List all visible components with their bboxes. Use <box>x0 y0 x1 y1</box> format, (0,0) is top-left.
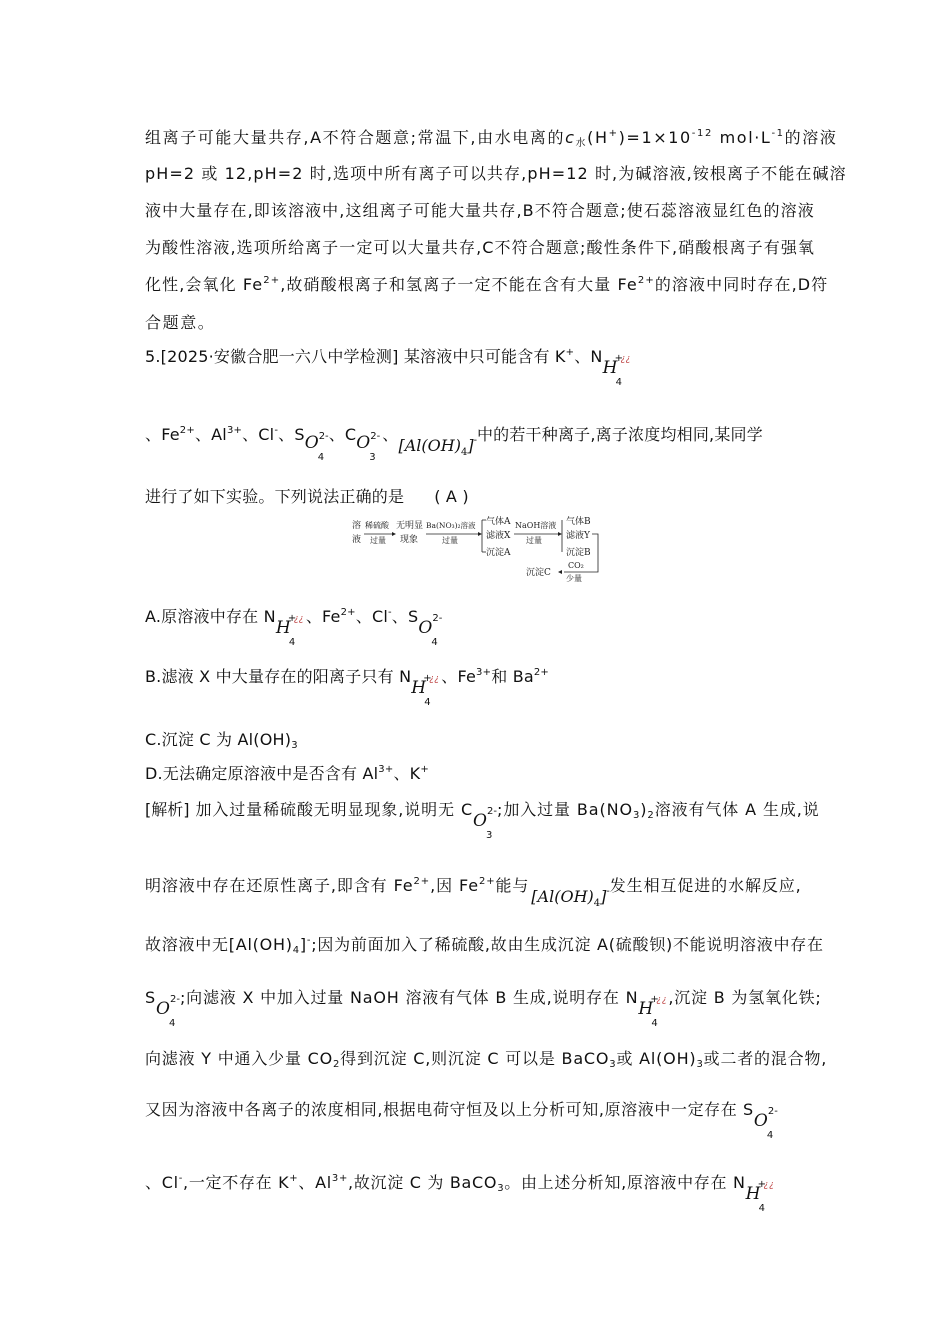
text: - <box>306 935 312 946</box>
text: - <box>274 425 279 436</box>
text: 、Fe <box>145 425 180 444</box>
text: 3 <box>369 452 376 463</box>
ammonium-ion <box>275 606 304 648</box>
text: 4 <box>758 1203 766 1214</box>
text: 、K <box>393 764 421 783</box>
carbonate-ion <box>473 799 498 841</box>
text: ,故沉淀 C 为 BaCO <box>348 1173 498 1192</box>
text: A.原溶液中存在 N <box>145 607 276 626</box>
text: 2+ <box>413 876 431 887</box>
text: 2- <box>169 994 180 1005</box>
text: 3 <box>486 830 494 841</box>
text: + <box>420 764 429 775</box>
text: ;加入过量 Ba(NO <box>497 800 633 819</box>
text: 3 <box>633 810 641 821</box>
sulfate-ion <box>304 424 329 463</box>
text: 、S <box>278 425 305 444</box>
text: H <box>638 999 654 1019</box>
text: 中的若干种离子,离子浓度均相同,某同学 <box>476 425 763 444</box>
ammonium-ion <box>638 987 668 1029</box>
text: 3+ <box>378 764 394 775</box>
text: 4 <box>431 637 438 648</box>
reagent-4: CO₂ <box>568 561 584 570</box>
text: 、Al <box>298 1173 332 1192</box>
text: ] <box>600 887 607 906</box>
node-precipitate-b: 沉淀B <box>566 548 591 558</box>
text: 或 Al(OH) <box>616 1049 697 1068</box>
text: 2 <box>333 1059 341 1070</box>
analysis-line-3 <box>145 934 824 956</box>
text: [Al(OH) <box>531 887 594 906</box>
text: 3+ <box>476 667 492 678</box>
text: 2- <box>767 1106 778 1117</box>
text: 或二者的混合物, <box>703 1049 828 1068</box>
text: O <box>753 1111 769 1131</box>
text: mol·L <box>712 128 772 147</box>
node-filtrate-x: 滤液X <box>486 531 511 541</box>
question-source: 5.[2025·安徽合肥一六八中学检测] <box>145 347 399 366</box>
text: 2+ <box>533 667 550 678</box>
text: S <box>145 988 156 1007</box>
text: 水 <box>575 138 588 149</box>
text: 2+ <box>263 275 281 286</box>
text: 3+ <box>331 1173 349 1184</box>
text: ) <box>640 800 648 819</box>
text: 、Cl <box>145 1173 179 1192</box>
node-precipitate-c: 沉淀C <box>526 568 551 578</box>
text: c <box>565 128 576 147</box>
text: + <box>650 994 659 1005</box>
text: + <box>423 673 432 684</box>
text: + <box>289 1173 299 1184</box>
text: H <box>411 678 427 698</box>
text: 进行了如下实验。下列说法正确的是 <box>145 487 405 506</box>
text: 4 <box>460 447 468 458</box>
text: 2+ <box>478 876 496 887</box>
text: 、Cl <box>355 607 388 626</box>
text: + <box>614 353 623 364</box>
text: - <box>387 607 392 618</box>
text: 2- <box>432 613 443 624</box>
text: 得到沉淀 C,则沉淀 C 可以是 BaCO <box>340 1049 610 1068</box>
text: 、Fe <box>441 667 477 686</box>
sulfate-ion <box>418 606 443 648</box>
sulfate-ion <box>753 1099 778 1141</box>
text: 又因为溶液中各离子的浓度相同,根据电荷守恒及以上分析可知,原溶液中一定存在 S <box>145 1100 754 1119</box>
text: C.沉淀 C 为 Al(OH) <box>145 730 292 749</box>
text: ] <box>467 436 474 455</box>
aluminate-ion <box>398 430 476 464</box>
text: 组离子可能大量共存,A不符合题意;常温下,由水电离的 <box>145 128 566 147</box>
analysis-line-6 <box>145 1099 778 1141</box>
text: 能与 <box>495 876 530 895</box>
text: (H <box>587 128 609 147</box>
text: 溶液有气体 A 生成,说 <box>654 800 820 819</box>
node-gas-a: 气体A <box>486 517 511 527</box>
analysis-line-2 <box>145 875 802 915</box>
text: ¿¿ <box>763 1180 775 1190</box>
analysis-line-4 <box>145 987 822 1029</box>
text: 2- <box>318 431 329 442</box>
text: 加入过量稀硫酸无明显现象,说明无 C <box>189 800 474 819</box>
reagent-2: Ba(NO₃)₂溶液 <box>426 521 476 530</box>
text: 、Fe <box>305 607 341 626</box>
node-precipitate-a: 沉淀A <box>486 548 511 558</box>
text: ,一定不存在 K <box>183 1173 290 1192</box>
prev-explanation-line-1 <box>145 127 837 149</box>
node-no-change-a: 无明显 <box>396 521 424 531</box>
text: 明溶液中存在还原性离子,即含有 Fe <box>145 876 414 895</box>
prev-explanation-line-6: 合题意。 <box>145 313 216 332</box>
text: 、S <box>391 607 419 626</box>
text: O <box>155 999 171 1019</box>
reagent-1: 稀硫酸 <box>365 521 389 530</box>
text: )=1×10 <box>618 128 692 147</box>
text: 4 <box>317 452 325 463</box>
condition-1: 过量 <box>370 536 386 545</box>
text: 2- <box>370 431 381 442</box>
node-solution-a: 溶 <box>352 521 362 531</box>
experiment-flowchart <box>350 514 600 584</box>
analysis-line-7 <box>145 1172 775 1214</box>
text: - <box>178 1173 184 1184</box>
prev-explanation-line-4: 为酸性溶液,选项所给离子一定可以大量共存,C不符合题意;酸性条件下,硝酸根离子有强氧 <box>145 238 816 257</box>
text: + <box>565 347 575 358</box>
prev-explanation-line-3: 液中大量存在,即该溶液中,这组离子可能大量共存,B不符合题意;使石蕊溶液显红色的溶液 <box>145 201 815 220</box>
condition-2: 过量 <box>442 536 458 545</box>
ammonium-ion <box>602 346 631 388</box>
text: 的溶液中同时存在,D符 <box>654 275 829 294</box>
aluminate-ion <box>531 881 609 915</box>
text: 4 <box>424 697 431 708</box>
prev-explanation-line-2: pH=2 或 12,pH=2 时,选项中所有离子可以共存,pH=12 时,为碱溶液,铵根离子不能在碱溶 <box>145 164 847 183</box>
text: 3 <box>291 740 298 751</box>
text: + <box>757 1179 767 1190</box>
text: + <box>608 128 619 139</box>
text: 、C <box>328 425 357 444</box>
text: 2+ <box>340 607 356 618</box>
question-stem-line-2 <box>145 424 763 464</box>
text: 2- <box>487 806 498 817</box>
option-a[interactable] <box>145 606 443 648</box>
text: H <box>275 618 291 638</box>
text: 。由上述分析知,原溶液中存在 N <box>504 1173 746 1192</box>
condition-4: 少量 <box>566 574 582 583</box>
text: 4 <box>651 1018 659 1029</box>
text: D.无法确定原溶液中是否含有 Al <box>145 764 379 783</box>
text: 4 <box>288 637 296 648</box>
text: 向滤液 Y 中通入少量 CO <box>145 1049 333 1068</box>
carbonate-ion <box>356 424 381 463</box>
text: O <box>304 433 319 453</box>
ammonium-ion <box>411 666 440 708</box>
arrowhead-3 <box>558 532 562 536</box>
text: 的溶液 <box>784 128 838 147</box>
text: 、 <box>382 425 399 444</box>
arrowhead-1 <box>392 532 396 536</box>
arrowhead-2 <box>478 532 482 536</box>
text: 4 <box>168 1018 177 1029</box>
text: ;因为前面加入了稀硫酸,故由生成沉淀 A(硫酸钡)不能说明溶液中存在 <box>311 935 824 954</box>
text: 2+ <box>179 425 195 436</box>
text: ¿¿ <box>620 354 631 364</box>
ammonium-ion <box>745 1172 775 1214</box>
node-gas-b: 气体B <box>566 517 591 527</box>
text: + <box>287 613 297 624</box>
node-solution-b: 液 <box>352 535 362 545</box>
arrowhead-4 <box>558 570 562 574</box>
text: ,沉淀 B 为氢氧化铁; <box>668 988 822 1007</box>
text: - <box>473 435 477 446</box>
option-b[interactable] <box>145 666 550 708</box>
question-stem-line-3 <box>145 486 469 508</box>
reagent-3: NaOH溶液 <box>515 521 557 530</box>
text: 4 <box>292 945 300 956</box>
text: ,故硝酸根离子和氢离子一定不能在含有大量 Fe <box>280 275 638 294</box>
text: O <box>418 618 433 638</box>
text: B.滤液 X 中大量存在的阳离子只有 N <box>145 667 412 686</box>
text: 4 <box>593 898 601 909</box>
text: 4 <box>766 1130 774 1141</box>
text: ¿¿ <box>293 614 304 624</box>
text: H <box>602 358 618 378</box>
text: [Al(OH) <box>398 436 461 455</box>
text: ,因 Fe <box>430 876 479 895</box>
text: -12 <box>691 128 713 139</box>
text: 4 <box>615 377 623 388</box>
prev-explanation-line-5 <box>145 274 828 296</box>
text: 3 <box>609 1059 617 1070</box>
text: -1 <box>771 128 785 139</box>
text: 化性,会氧化 Fe <box>145 275 264 294</box>
text: 2+ <box>637 275 655 286</box>
answer-bracket: ( A ) <box>434 487 469 506</box>
node-filtrate-y: 滤液Y <box>566 531 590 541</box>
node-no-change-b: 现象 <box>400 535 419 545</box>
text: 和 Ba <box>491 667 534 686</box>
text: ¿¿ <box>656 995 668 1005</box>
question-stem-line-1 <box>145 346 631 388</box>
text: 、N <box>574 347 603 366</box>
text: 发生相互促进的水解反应, <box>609 876 802 895</box>
text: ;向滤液 X 中加入过量 NaOH 溶液有气体 B 生成,说明存在 N <box>179 988 639 1007</box>
text: 3 <box>696 1059 704 1070</box>
text: 、Al <box>194 425 227 444</box>
text: 某溶液中只可能含有 K <box>398 347 566 366</box>
text: 、Cl <box>242 425 275 444</box>
sulfate-ion <box>155 987 180 1029</box>
text: ] <box>299 935 307 954</box>
text: - <box>606 886 610 897</box>
text: ¿¿ <box>429 674 440 684</box>
text: H <box>745 1184 762 1204</box>
text: 2 <box>647 810 655 821</box>
condition-3: 过量 <box>526 536 542 545</box>
analysis-tag: [解析] <box>145 800 190 819</box>
text: 3+ <box>226 425 243 436</box>
text: 3 <box>497 1183 505 1194</box>
text: 故溶液中无[Al(OH) <box>145 935 293 954</box>
text: O <box>356 433 371 453</box>
option-c[interactable] <box>145 729 298 751</box>
analysis-line-1 <box>145 799 820 841</box>
text: O <box>473 811 488 831</box>
option-d[interactable] <box>145 763 429 785</box>
analysis-line-5 <box>145 1048 827 1070</box>
